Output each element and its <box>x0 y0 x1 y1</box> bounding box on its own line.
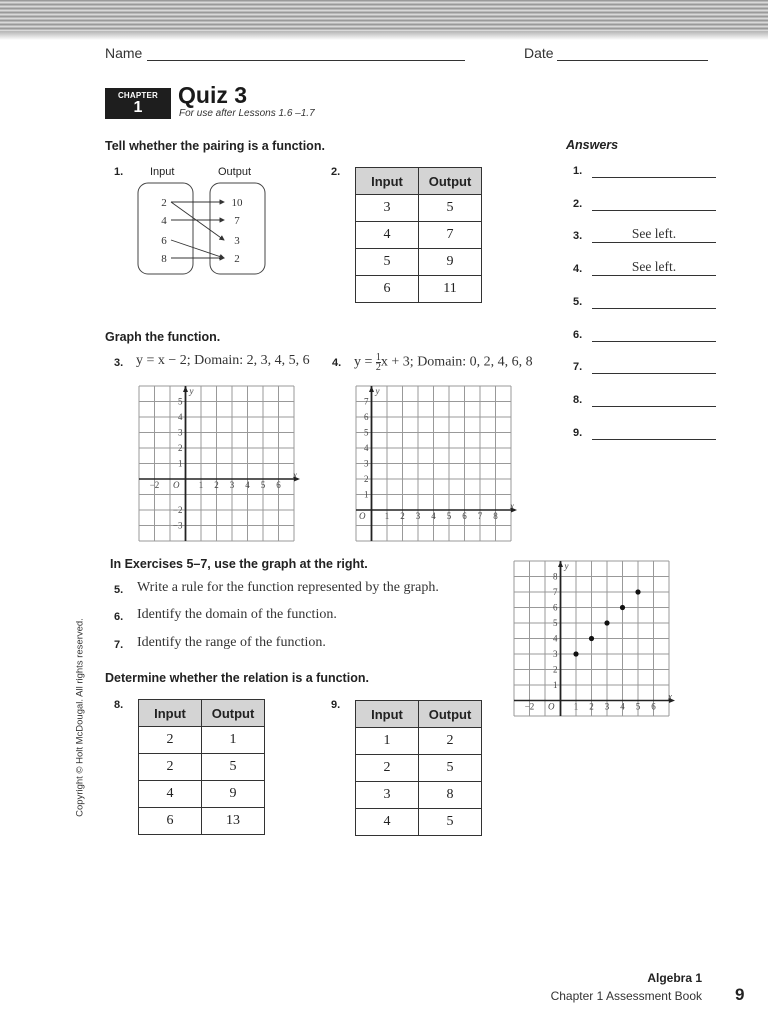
y-axis-arrow-icon <box>369 386 374 392</box>
x-tick-label: 2 <box>589 701 594 712</box>
exercise-text: Identify the range of the function. <box>137 635 326 650</box>
origin-label: O <box>548 701 555 712</box>
x-tick-label: 2 <box>214 480 219 490</box>
table-cell: 5 <box>202 754 265 781</box>
table-cell: 5 <box>419 809 482 836</box>
answer-field[interactable] <box>592 357 716 374</box>
graph-3-svg <box>138 385 303 546</box>
answer-field[interactable] <box>592 161 716 178</box>
x-tick-label: 1 <box>573 701 579 712</box>
y-tick-label: −3 <box>172 520 183 531</box>
mapping-arrow <box>171 202 224 240</box>
mapping-output-value: 7 <box>234 215 240 227</box>
mapping-output-value: 3 <box>234 235 240 247</box>
y-tick-label: 5 <box>364 427 369 438</box>
item3-number: 3. <box>114 357 124 369</box>
y-tick-label: 4 <box>178 412 183 422</box>
table-row <box>139 808 265 835</box>
column-header: Output <box>419 168 482 195</box>
item4-equation <box>354 353 533 372</box>
exercise-number: 6. <box>114 611 124 623</box>
graph-5-7-svg <box>513 560 678 721</box>
y-tick-label: 2 <box>364 474 369 484</box>
x-tick-label: 5 <box>635 701 641 712</box>
answers-heading: Answers <box>566 138 619 152</box>
table-cell: 5 <box>419 195 482 222</box>
y-tick-label: 5 <box>178 396 183 407</box>
quiz-subtitle: For use after Lessons 1.6 –1.7 <box>179 108 315 119</box>
table-cell: 3 <box>356 782 419 809</box>
answer-field[interactable] <box>592 194 716 211</box>
item8-number: 8. <box>114 699 124 711</box>
table-row <box>356 222 482 249</box>
exercise-number: 7. <box>114 639 124 651</box>
footer-subtitle: Chapter 1 Assessment Book <box>550 989 702 1003</box>
item9-number: 9. <box>331 699 341 711</box>
frac-den: 2 <box>375 362 381 373</box>
x-tick-label: 2 <box>400 511 405 521</box>
y-tick-label: 3 <box>553 649 558 659</box>
table-cell: 9 <box>419 249 482 276</box>
table-cell: 4 <box>356 222 419 249</box>
exercise-text: Identify the domain of the function. <box>137 607 337 622</box>
table-cell: 6 <box>356 276 419 303</box>
x-tick-label: 1 <box>384 511 390 521</box>
copyright-text: Copyright © Holt McDougal. All rights reserved. <box>74 618 86 817</box>
graph-4-svg <box>355 385 520 546</box>
date-field[interactable] <box>557 60 708 61</box>
answer-number: 6. <box>573 328 583 341</box>
chapter-badge <box>105 88 171 119</box>
section4-heading: Determine whether the relation is a function. <box>105 671 369 685</box>
y-tick-label: 3 <box>178 427 183 438</box>
table-cell: 9 <box>202 781 265 808</box>
answer-number: 1. <box>573 165 583 177</box>
table-header-row <box>356 701 482 728</box>
answer-field[interactable] <box>592 325 716 342</box>
x-tick-label: −2 <box>524 701 535 712</box>
section2-heading: Graph the function. <box>105 330 221 344</box>
answer-field[interactable] <box>592 292 716 309</box>
item4-eq-prefix: y = <box>354 354 373 370</box>
x-tick-label: 3 <box>415 511 421 521</box>
y-tick-label: 3 <box>364 458 369 469</box>
answer-field[interactable] <box>592 390 716 407</box>
mapping-input-value: 4 <box>161 215 167 227</box>
column-header: Input <box>356 701 419 728</box>
chapter-label: CHAPTER <box>117 91 159 100</box>
y-axis-arrow-icon <box>558 561 563 567</box>
item3-equation: y = x − 2; Domain: 2, 3, 4, 5, 6 <box>136 353 310 368</box>
table-header-row <box>356 168 482 195</box>
y-tick-label: 1 <box>178 458 183 469</box>
table-row <box>356 755 482 782</box>
y-tick-label: 1 <box>364 489 369 500</box>
x-tick-label: 3 <box>604 701 610 712</box>
column-header: Output <box>202 700 265 727</box>
y-tick-label: 4 <box>553 633 558 644</box>
answer-field[interactable] <box>592 423 716 440</box>
table-cell: 4 <box>356 809 419 836</box>
y-tick-label: 2 <box>178 443 183 453</box>
origin-label: O <box>359 511 366 521</box>
mapping-input-label: Input <box>150 166 175 178</box>
section1-heading: Tell whether the pairing is a function. <box>105 139 325 153</box>
item1-number: 1. <box>114 166 124 178</box>
x-tick-label: 3 <box>229 480 235 490</box>
table-cell: 2 <box>139 727 202 754</box>
table-cell: 8 <box>419 782 482 809</box>
y-axis-label: y <box>189 386 194 396</box>
quiz-title: Quiz 3 <box>178 82 248 108</box>
answer-field[interactable]: See left. <box>592 259 716 276</box>
x-tick-label: 1 <box>198 480 204 490</box>
x-tick-label: 7 <box>477 511 483 521</box>
origin-label: O <box>173 480 180 490</box>
table-row <box>356 276 482 303</box>
mapping-input-value: 6 <box>161 235 167 247</box>
y-tick-label: 7 <box>364 396 369 407</box>
exercise-number: 5. <box>114 584 124 596</box>
page-number: 9 <box>735 985 745 1004</box>
y-axis-label: y <box>564 561 569 571</box>
graph-4-grid[interactable] <box>355 385 520 551</box>
x-tick-label: −2 <box>149 480 160 490</box>
data-point <box>620 605 625 610</box>
table-cell: 7 <box>419 222 482 249</box>
date-label: Date <box>524 45 554 61</box>
y-axis-label: y <box>375 386 380 396</box>
answer-number: 9. <box>573 426 583 439</box>
item2-number: 2. <box>331 166 341 178</box>
x-tick-label: 4 <box>620 701 625 712</box>
x-axis-label: x <box>293 470 297 480</box>
exercise-text: Write a rule for the function represented by the graph. <box>137 580 439 595</box>
table-row <box>356 249 482 276</box>
table-header-row <box>139 700 265 727</box>
x-tick-label: 6 <box>276 480 281 490</box>
item9-table <box>355 700 482 836</box>
table-row <box>356 728 482 755</box>
table-cell: 11 <box>419 276 482 303</box>
name-label: Name <box>105 45 143 61</box>
table-cell: 5 <box>419 755 482 782</box>
table-row <box>139 727 265 754</box>
column-header: Input <box>356 168 419 195</box>
table-row <box>356 809 482 836</box>
answer-number: 7. <box>573 361 583 374</box>
y-tick-label: 5 <box>553 618 558 628</box>
x-tick-label: 4 <box>431 511 436 521</box>
data-point <box>573 651 578 656</box>
item4-number: 4. <box>332 357 342 369</box>
x-tick-label: 6 <box>651 701 656 712</box>
table-cell: 5 <box>356 249 419 276</box>
x-tick-label: 8 <box>493 511 498 521</box>
data-point <box>589 636 594 641</box>
mapping-input-value: 8 <box>161 253 167 265</box>
table-cell: 2 <box>139 754 202 781</box>
column-header: Output <box>419 701 482 728</box>
table-cell: 2 <box>356 755 419 782</box>
y-tick-label: −2 <box>172 505 183 515</box>
name-field[interactable] <box>147 60 465 61</box>
header-stripes <box>0 0 768 34</box>
table-row <box>356 195 482 222</box>
table-row <box>356 782 482 809</box>
y-tick-label: 8 <box>553 571 558 582</box>
y-tick-label: 1 <box>553 680 558 690</box>
mapping-output-value: 10 <box>231 197 243 209</box>
y-tick-label: 6 <box>553 602 558 613</box>
x-tick-label: 5 <box>260 480 266 490</box>
answer-number: 2. <box>573 197 583 210</box>
answer-number: 8. <box>573 393 583 406</box>
chapter-number: 1 <box>133 99 143 116</box>
table-cell: 13 <box>202 808 265 835</box>
data-point <box>635 589 640 594</box>
x-axis-label: x <box>668 691 672 702</box>
y-tick-label: 6 <box>364 412 369 422</box>
mapping-output-label: Output <box>218 166 252 178</box>
table-cell: 6 <box>139 808 202 835</box>
x-tick-label: 4 <box>245 480 250 490</box>
mapping-arrow <box>171 240 224 258</box>
x-axis-label: x <box>510 501 514 511</box>
table-cell: 2 <box>419 728 482 755</box>
section3-heading: In Exercises 5–7, use the graph at the right. <box>110 557 368 571</box>
answer-field[interactable]: See left. <box>592 226 716 243</box>
frac-num: 1 <box>375 352 381 363</box>
answer-number: 3. <box>573 230 583 243</box>
y-tick-label: 7 <box>553 587 558 597</box>
table-cell: 4 <box>139 781 202 808</box>
x-tick-label: 5 <box>446 511 452 521</box>
data-point <box>604 620 609 625</box>
table-row <box>139 754 265 781</box>
item4-eq-suffix: x + 3; Domain: 0, 2, 4, 6, 8 <box>380 354 533 370</box>
item2-table <box>355 167 482 303</box>
mapping-diagram <box>136 182 271 277</box>
mapping-arrows <box>136 182 271 277</box>
mapping-input-value: 2 <box>161 197 167 209</box>
y-axis-arrow-icon <box>183 386 188 392</box>
x-tick-label: 6 <box>462 511 467 521</box>
table-cell: 3 <box>356 195 419 222</box>
answer-number: 4. <box>573 263 583 276</box>
table-cell: 1 <box>202 727 265 754</box>
footer-book: Algebra 1 <box>647 971 702 985</box>
answer-number: 5. <box>573 295 583 308</box>
column-header: Input <box>139 700 202 727</box>
y-tick-label: 2 <box>553 664 558 675</box>
table-row <box>139 781 265 808</box>
table-cell: 1 <box>356 728 419 755</box>
graph-5-7 <box>513 560 678 726</box>
y-tick-label: 4 <box>364 443 369 453</box>
graph-3-grid[interactable] <box>138 385 303 551</box>
mapping-output-value: 2 <box>234 253 240 265</box>
item8-table <box>138 699 265 835</box>
